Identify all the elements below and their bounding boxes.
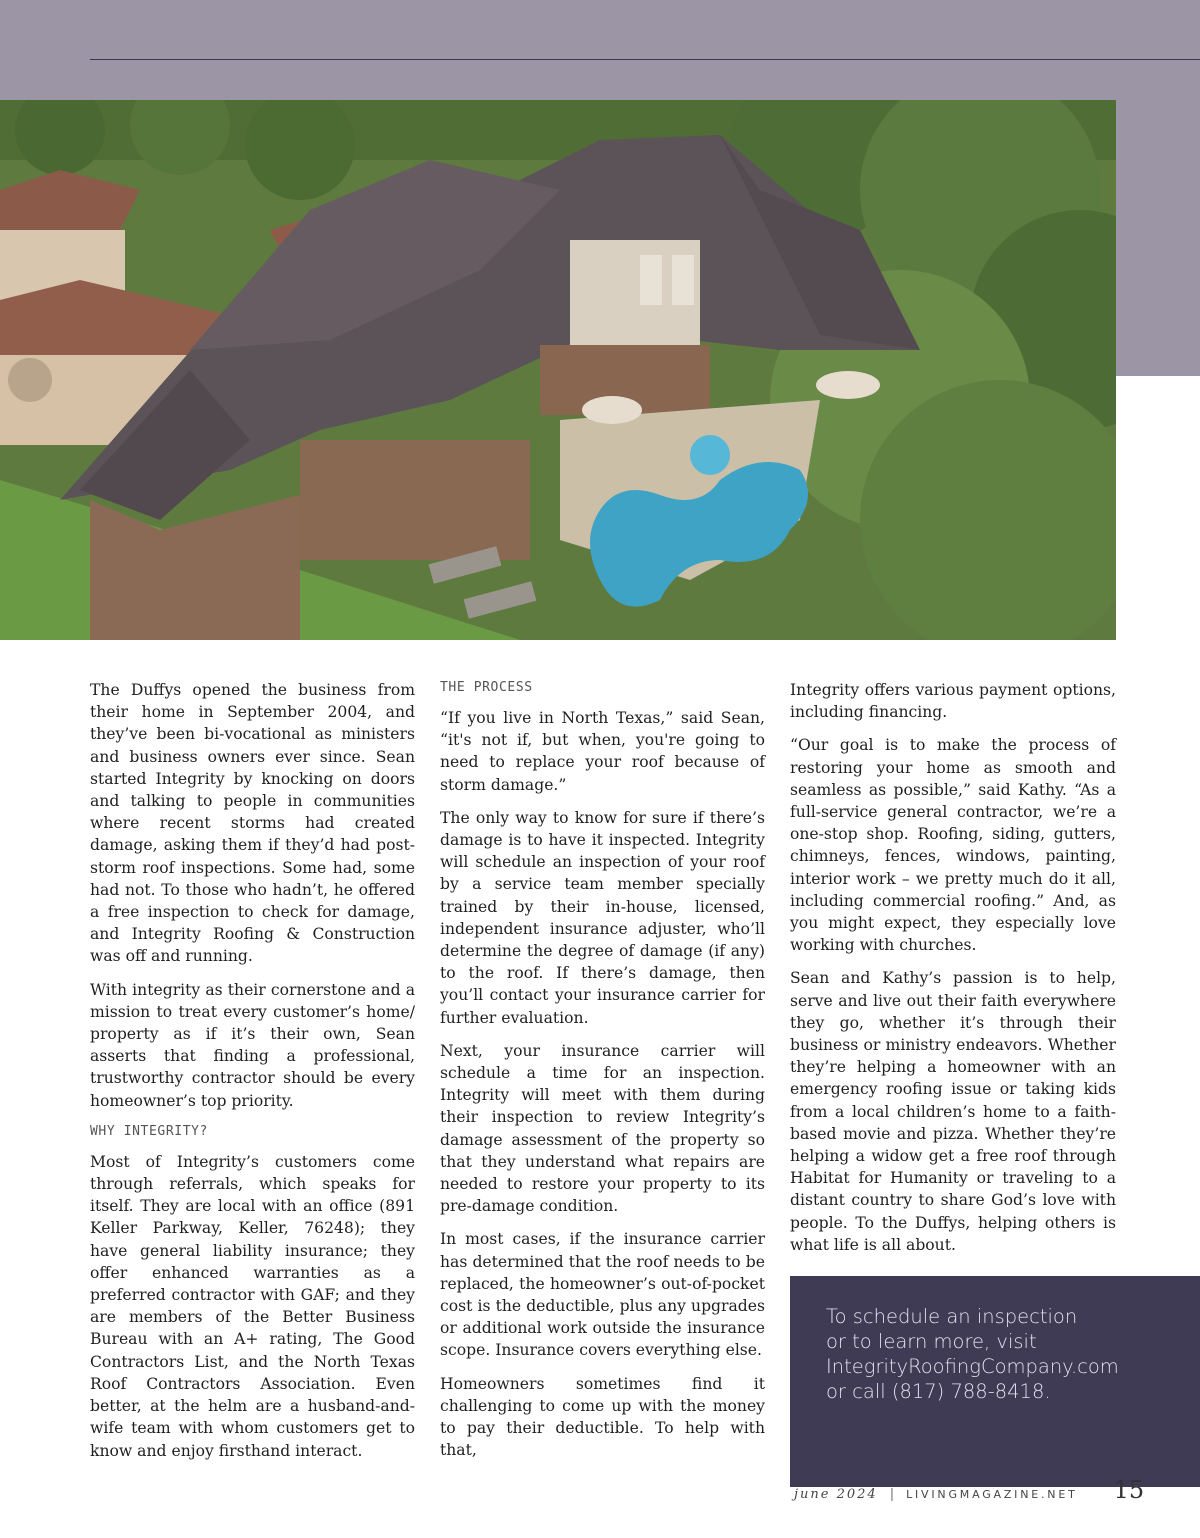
paragraph: With integrity as their cornerstone and a mission to treat every customer’s home/ property as if it’s their own, Sean asserts that finding a professional, trustworthy contractor should be every homeowner’s top priority. — [90, 980, 415, 1110]
callout-line: or to learn more, visit — [826, 1330, 1037, 1353]
page-number: 15 — [1113, 1476, 1145, 1504]
paragraph: “Our goal is to make the process of restoring your home as smooth and seamless as possible,” said Kathy. “As a full-service general contractor, we’re a one-stop shop. Roofing, siding, gutters, chimneys, fences, windows, painting, interior work – we pretty much do it all, including commercial roofing.” And, as you might expect, they especially love working with churches. — [790, 736, 1116, 955]
article-column-1 — [90, 679, 415, 1473]
paragraph: Integrity offers various payment options, including financing. — [790, 681, 1116, 722]
paragraph: “If you live in North Texas,” said Sean, “it's not if, but when, you're going to need to replace your roof because of storm damage.” — [440, 709, 765, 794]
article-column-2 — [440, 679, 765, 1473]
house-aerial-illustration — [0, 100, 1116, 640]
paragraph: Sean and Kathy’s passion is to help, serve and live out their faith everywhere they go, whether it’s through their business or ministry endeavors. Whether they’re helping a homeowner with an emergency roofing issue or taking kids from a local children’s home to a faith-based movie and pizza. Whether they’re helping a widow get a free roof through Habitat for Humanity or traveling to a distant country to share God’s love with people. To the Duffys, helping others is what life is all about. — [790, 969, 1116, 1254]
section-heading: THE PROCESS — [440, 680, 533, 695]
contact-callout-box — [790, 1276, 1200, 1487]
article-column-3 — [790, 679, 1116, 1267]
house-aerial-photo — [0, 100, 1116, 640]
magazine-site: LIVINGMAGAZINE.NET — [906, 1488, 1078, 1501]
paragraph: Homeowners sometimes find it challenging to come up with the money to pay their deductible. To help with that, — [440, 1374, 765, 1460]
paragraph: The only way to know for sure if there’s damage is to have it inspected. Integrity will schedule an inspection of your roof by a service team member specially trained by their in-house, licensed, independent insurance adjuster, who’ll determine the degree of damage (if any) to the roof. If there’s damage, then you’ll contact your insurance carrier for further evaluation. — [440, 808, 765, 1027]
callout-line: To schedule an inspection — [826, 1305, 1078, 1328]
phone-line: or call (817) 788-8418. — [826, 1380, 1051, 1403]
section-heading: WHY INTEGRITY? — [90, 1123, 208, 1139]
paragraph: In most cases, if the insurance carrier has determined that the roof needs to be replaced, the homeowner’s out-of-pocket cost is the deductible, plus any upgrades or additional work outside the insurance scope. Insurance covers everything else. — [440, 1230, 765, 1360]
page-footer — [794, 1476, 1144, 1506]
header-rule — [90, 59, 1200, 60]
footer-separator: | — [889, 1487, 895, 1502]
issue-date: june 2024 — [794, 1487, 878, 1502]
website-link[interactable]: IntegrityRoofingCompany.com — [826, 1355, 1119, 1378]
paragraph: Most of Integrity’s customers come through referrals, which speaks for itself. They are local with an office (891 Keller Parkway, Keller, 76248); they have general liability insurance; they offer enhanced warranties as a preferred contractor with GAF; and they are members of the Better Business Bureau with an A+ rating, The Good Contractors List, and the North Texas Roof Contractors Association. Even better, at the helm are a husband-and-wife team with whom customers get to know and enjoy firsthand interact. — [90, 1152, 415, 1460]
paragraph: The Duffys opened the business from their home in September 2004, and they’ve been bi-vocational as ministers and business owners ever since. Sean started Integrity by knocking on doors and talking to people in communities where recent storms had created damage, asking them if they’d had post-storm roof inspections. Some had, some had not. To those who hadn’t, he offered a free inspection to check for damage, and Integrity Roofing & Construction was off and running. — [90, 681, 415, 966]
paragraph: Next, your insurance carrier will schedule a time for an inspection. Integrity will meet with them during their inspection to review Integrity’s damage assessment of the property so that they understand what repairs are needed to restore your property to its pre-damage condition. — [440, 1041, 765, 1216]
